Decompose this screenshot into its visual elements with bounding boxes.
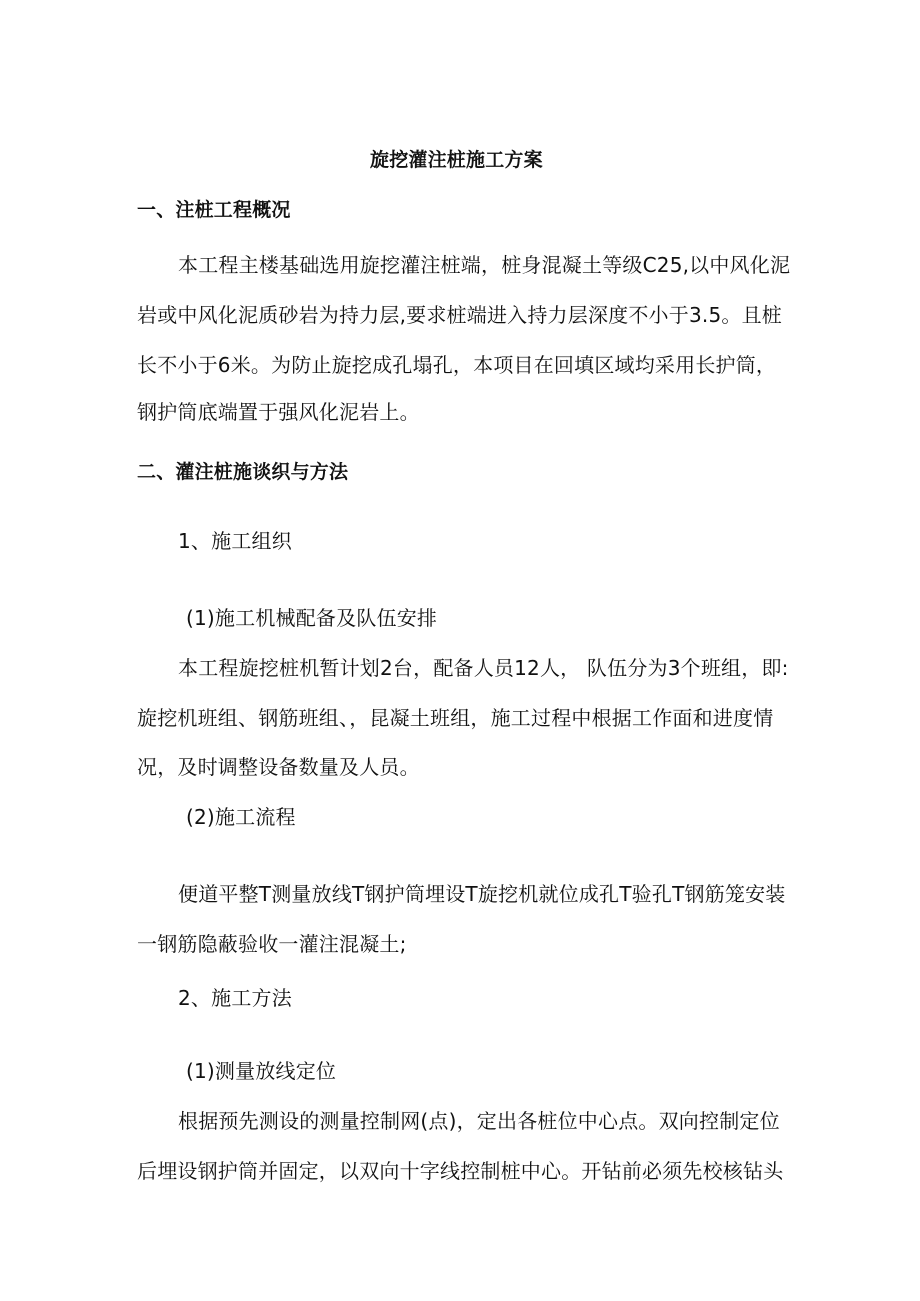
item-2-2-1-heading: (1)测量放线定位 [186,1059,337,1083]
section-1-paragraph-line: 钢护筒底端置于强风化泥岩上。 [137,400,420,424]
section-1-paragraph-line: 岩或中风化泥质砂岩为持力层,要求桩端进入持力层深度不小于3.5。且桩 [137,303,782,327]
item-2-1-1-line: 旋挖机班组、钢筋班组、，昆凝土班组，施工过程中根据工作面和进度情 [137,706,774,730]
section-1-paragraph-line: 本工程主楼基础选用旋挖灌注桩端，桩身混凝土等级C25,以中风化泥 [178,253,791,277]
document-title: 旋挖灌注桩施工方案 [370,149,543,171]
subsection-2-1-heading: 1、施工组织 [178,529,292,553]
item-2-1-1-line: 况，及时调整设备数量及人员。 [137,755,420,779]
item-2-1-1-heading: (1)施工机械配备及队伍安排 [186,606,438,630]
item-2-1-2-line: 便道平整T测量放线T钢护筒埋设T旋挖机就位成孔T验孔T钢筋笼安装 [178,882,786,906]
section-1-paragraph-line: 长不小于6米。为防止旋挖成孔塌孔，本项目在回填区域均采用长护筒， [137,353,777,377]
item-2-1-1-line: 本工程旋挖桩机暂计划2台，配备人员12人， 队伍分为3个班组，即: [178,656,789,680]
item-2-2-1-line: 根据预先测设的测量控制网(点)，定出各桩位中心点。双向控制定位 [178,1109,780,1133]
section-1-heading: 一、注桩工程概况 [137,199,291,221]
item-2-1-2-heading: (2)施工流程 [186,805,296,829]
item-2-2-1-line: 后埋设钢护筒并固定，以双向十字线控制桩中心。开钻前必须先校核钻头 [137,1159,784,1183]
section-2-heading: 二、灌注桩施谈织与方法 [137,461,349,483]
subsection-2-2-heading: 2、施工方法 [178,986,292,1010]
item-2-1-2-line: 一钢筋隐蔽验收一灌注混凝土; [137,932,407,956]
